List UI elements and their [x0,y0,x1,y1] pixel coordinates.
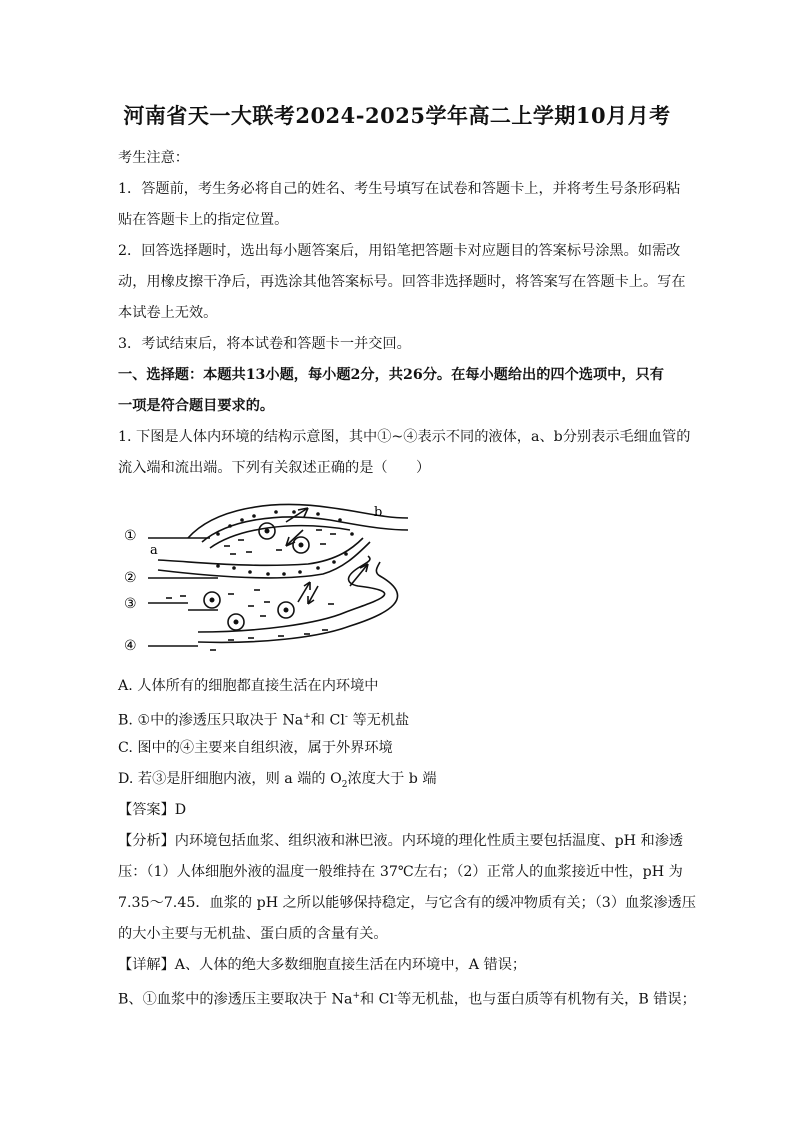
label-a: a [150,543,158,558]
analysis-line: 的大小主要与无机盐、蛋白质的含量有关。 [118,926,388,942]
option-a: A. 人体所有的细胞都直接生活在内环境中 [118,678,379,694]
label-3: ③ [124,596,137,612]
option-d: D. 若③是肝细胞内液，则 a 端的 $O_2$浓度大于 b 端 [118,771,437,790]
question-stem: 1. 下图是人体内环境的结构示意图，其中①~④表示不同的液体，a、b分别表示毛细血管的 [118,429,691,445]
label-2: ② [124,570,137,586]
option-b: B. ①中的渗透压只取决于 Na+和 Cl- 等无机盐 [118,712,410,729]
notice-heading: 考生注意： [118,150,189,166]
notice-line: 本试卷上无效。 [118,305,218,321]
notice-line: 1．答题前，考生务必将自己的姓名、考生号填写在试卷和答题卡上，并将考生号条形码粘 [118,181,681,197]
notice-line: 动，用橡皮擦干净后，再选涂其他答案标号。回答非选择题时，将答案写在答题卡上。写在 [118,274,686,290]
page-title: 河南省天一大联考2024-2025学年高二上学期10月月考 [123,103,671,128]
analysis-line: 【分析】内环境包括血浆、组织液和淋巴液。内环境的理化性质主要包括温度、pH 和渗透 [118,833,684,849]
notice-line: 3．考试结束后，将本试卷和答题卡一并交回。 [118,336,411,352]
notice-line: 2．回答选择题时，选出每小题答案后，用铅笔把答题卡对应题目的答案标号涂黑。如需改 [118,243,681,259]
detail-line: B、①血浆中的渗透压主要取决于 Na+和 Cl-等无机盐，也与蛋白质等有机物有关，B 错误； [118,991,696,1008]
internal-environment-diagram [118,490,418,660]
section-heading: 一、选择题：本题共13小题，每小题2分，共26分。在每小题给出的四个选项中，只有 [118,367,664,383]
option-c: C. 图中的④主要来自组织液，属于外界环境 [118,740,393,756]
label-4: ④ [124,638,137,654]
label-b: b [374,505,383,520]
question-stem-cont: 流入端和流出端。下列有关叙述正确的是（ ） [118,460,431,476]
notice-line: 贴在答题卡上的指定位置。 [118,212,289,228]
analysis-line: 压：（1）人体细胞外液的温度一般维持在 37℃左右；（2）正常人的血浆接近中性，pH 为 [118,864,683,880]
detail-line: 【详解】A、人体的绝大多数细胞直接生活在内环境中，A 错误； [118,957,527,973]
answer: 【答案】D [118,802,187,818]
label-1: ① [124,528,137,544]
section-heading-cont: 一项是符合题目要求的。 [118,398,275,414]
analysis-line: 7.35～7.45．血浆的 pH 之所以能够保持稳定，与它含有的缓冲物质有关；（3）血浆渗透压 [118,895,696,911]
